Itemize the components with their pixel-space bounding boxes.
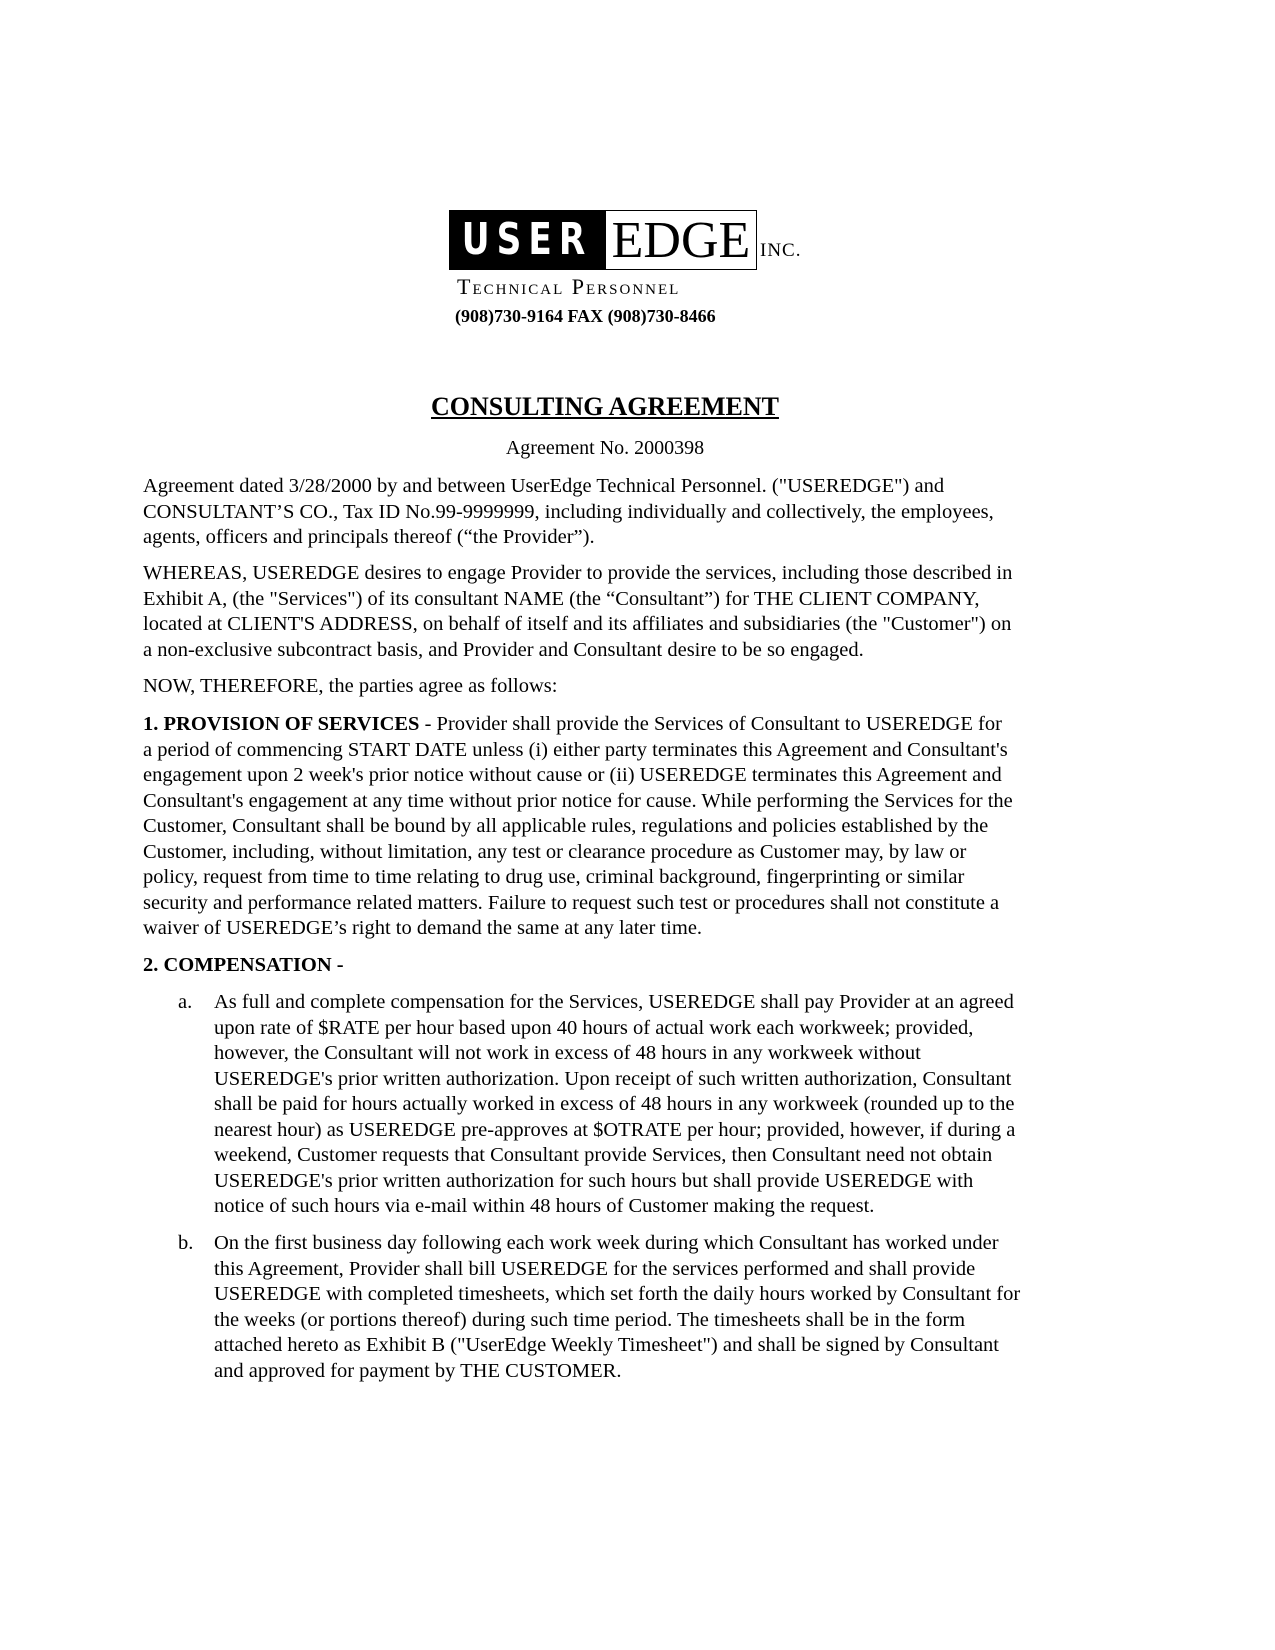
item-a-marker: a. — [178, 991, 193, 1013]
section-1-first-line: - Provider shall provide the Services of Consultant to USEREDGE for — [419, 713, 1002, 735]
logo-inc: INC. — [760, 240, 802, 261]
section-1-heading: 1. PROVISION OF SERVICES — [143, 713, 420, 735]
text-line: Agreement dated 3/28/2000 by and between UserEdge Technical Personnel. ("USEREDGE") and — [143, 475, 945, 497]
text-line: upon rate of $RATE per hour based upon 40 hours of actual work each workweek; provided, — [214, 1016, 974, 1039]
text-line: engagement upon 2 week's prior notice without cause or (ii) USEREDGE terminates this Agreement and — [143, 764, 1002, 786]
text-line: USEREDGE's prior written authorization for such hours but shall provide USEREDGE with — [214, 1169, 974, 1192]
text-line: nearest hour) as USEREDGE pre-approves at $OTRATE per hour; provided, however, if during a — [214, 1118, 1016, 1141]
text-line: a period of commencing START DATE unless (i) either party terminates this Agreement and Consultant's — [143, 738, 1008, 761]
text-line: a non-exclusive subcontract basis, and Provider and Consultant desire to be so engaged. — [143, 638, 864, 661]
logo-user-block: USER — [449, 210, 605, 270]
text-line: shall be paid for hours actually worked in excess of 48 hours in any workweek (rounded up to the — [214, 1093, 1015, 1115]
document-title: CONSULTING AGREEMENT — [431, 392, 779, 421]
text-line: Consultant's engagement at any time without prior notice for cause. While performing the Services for the — [143, 789, 1013, 812]
logo-edge-block: EDGE — [605, 210, 757, 270]
item-b-marker: b. — [178, 1232, 194, 1254]
text-line: and approved for payment by THE CUSTOMER. — [214, 1359, 622, 1382]
text-line: this Agreement, Provider shall bill USEREDGE for the services performed and shall provide — [214, 1257, 976, 1280]
section-1-provision-of-services — [143, 712, 1013, 942]
text-line: located at CLIENT'S ADDRESS, on behalf of itself and its affiliates and subsidiaries (the "Customer") on — [143, 613, 1012, 635]
text-line: agents, officers and principals thereof (“the Provider”). — [143, 526, 595, 548]
text-line: CONSULTANT’S CO., Tax ID No.99-9999999, including individually and collectively, the employees, — [143, 500, 994, 523]
text-line: Exhibit A, (the "Services") of its consultant NAME (the “Consultant”) for THE CLIENT COMPANY, — [143, 587, 980, 610]
text-line: weekend, Customer requests that Consultant provide Services, then Consultant need not obtain — [214, 1144, 993, 1166]
text-line: security and performance related matters. Failure to request such test or procedures shall not constitute a — [143, 891, 1000, 914]
section-2b-paragraph — [214, 1231, 1020, 1384]
text-line: WHEREAS, USEREDGE desires to engage Provider to provide the services, including those described in — [143, 562, 1013, 584]
intro-paragraph — [143, 474, 994, 551]
agreement-number: Agreement No. 2000398 — [505, 437, 705, 459]
section-2a-paragraph — [214, 990, 1015, 1220]
logo-tagline: Technical Personnel — [457, 274, 681, 299]
text-line: USEREDGE with completed timesheets, which set forth the daily hours worked by Consultant for — [214, 1283, 1021, 1305]
text-line: policy, request from time to time relating to drug use, criminal background, fingerprinting or similar — [143, 866, 965, 888]
text-line: As full and complete compensation for the Services, USEREDGE shall pay Provider at an agreed — [214, 991, 1014, 1013]
text-line: notice of such hours via e-mail within 48 hours of Customer making the request. — [214, 1195, 875, 1217]
section-2-heading: 2. COMPENSATION - — [143, 954, 344, 976]
text-line: the weeks (or portions thereof) during such time period. The timesheets shall be in the form — [214, 1308, 966, 1331]
text-line: Customer, including, without limitation, any test or clearance procedure as Customer may, by law or — [143, 840, 967, 863]
text-line: On the first business day following each work week during which Consultant has worked under — [214, 1232, 999, 1254]
logo-phone: (908)730-9164 FAX (908)730-8466 — [455, 306, 716, 326]
text-line: however, the Consultant will not work in excess of 48 hours in any workweek without — [214, 1042, 921, 1064]
text-line: attached hereto as Exhibit B ("UserEdge Weekly Timesheet") and shall be signed by Consultant — [214, 1334, 1000, 1356]
text-line: Customer, Consultant shall be bound by all applicable rules, regulations and policies established by the — [143, 815, 989, 837]
text-line: USEREDGE's prior written authorization. Upon receipt of such written authorization, Consultant — [214, 1067, 1012, 1090]
whereas-paragraph — [143, 561, 1012, 663]
text-line: waiver of USEREDGE’s right to demand the same at any later time. — [143, 917, 703, 939]
now-therefore-paragraph: NOW, THEREFORE, the parties agree as follows: — [143, 675, 558, 697]
